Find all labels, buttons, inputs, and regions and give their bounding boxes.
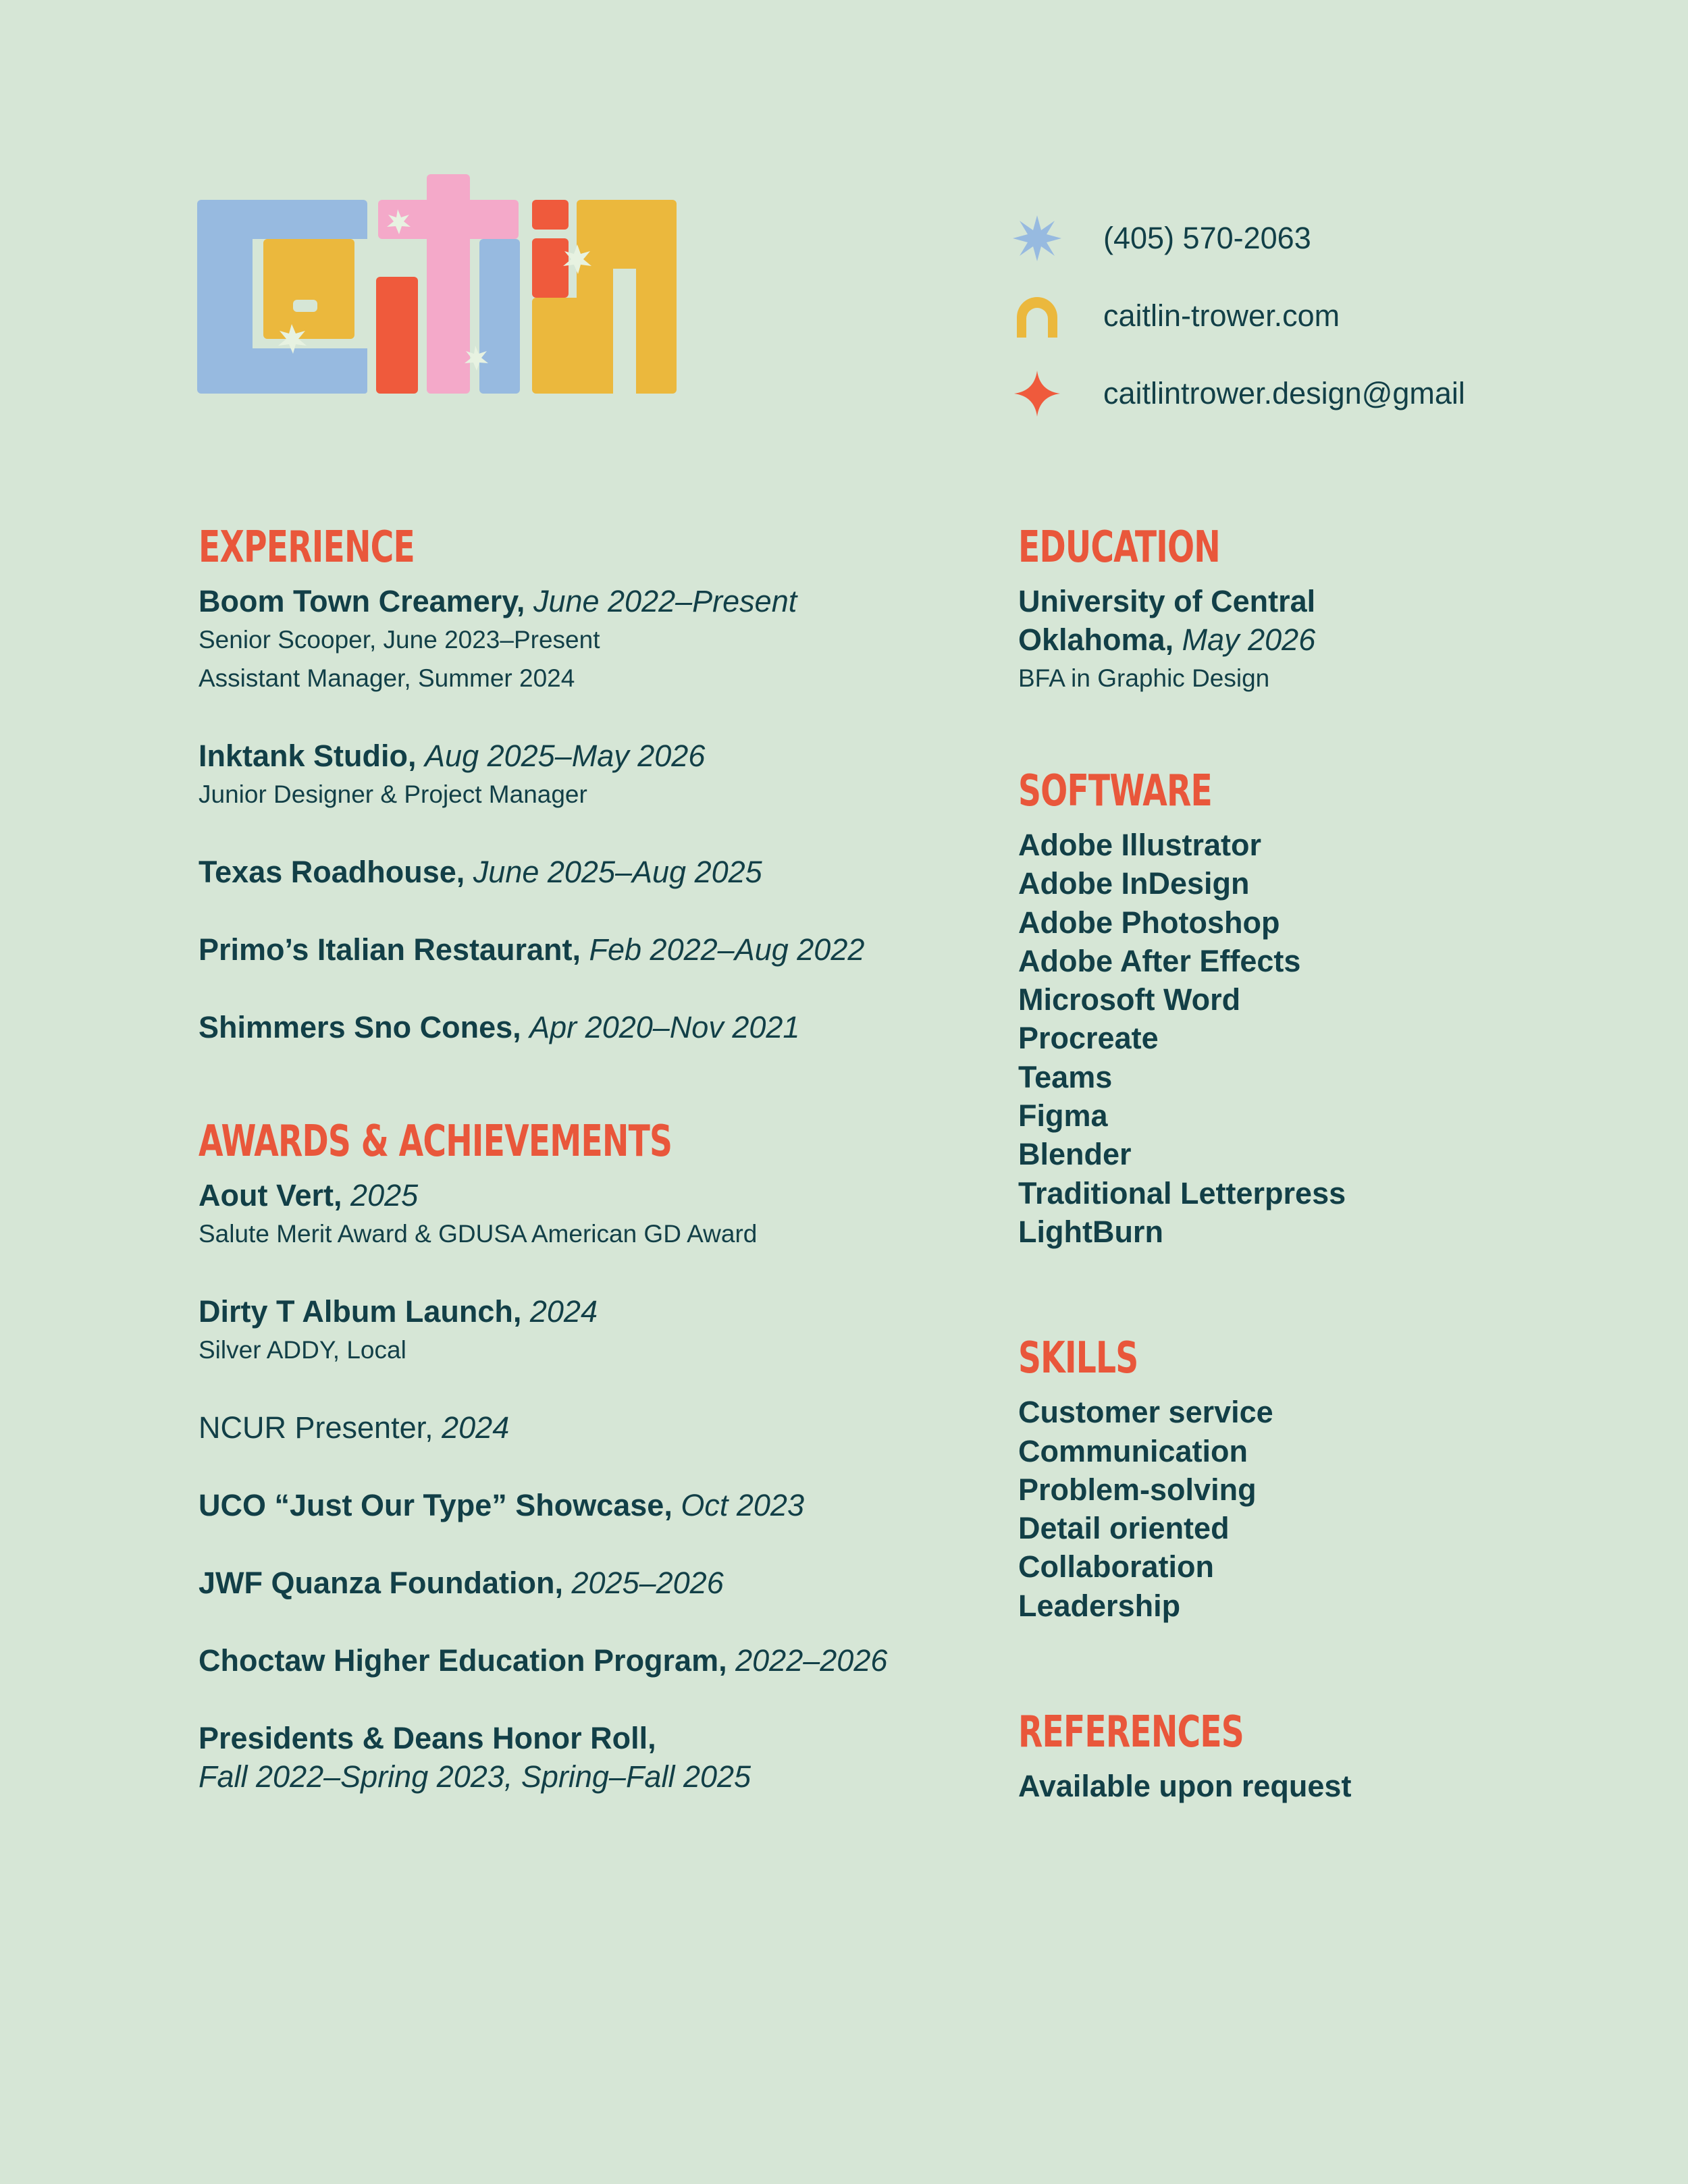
- contact-phone: [1013, 199, 1465, 277]
- education-section: [1018, 520, 1626, 697]
- entry-sub: Assistant Manager, Summer 2024: [199, 664, 575, 692]
- website-link[interactable]: caitlin-trower.com: [1103, 298, 1340, 333]
- list-item: Adobe Illustrator: [1018, 828, 1262, 862]
- contact-info: [1013, 199, 1465, 432]
- experience-entry: [199, 930, 975, 969]
- list-item: Traditional Letterpress: [1018, 1175, 1346, 1210]
- award-entry: [199, 1719, 975, 1796]
- experience-heading: EXPERIENCE: [199, 523, 415, 572]
- list-item: Procreate: [1018, 1021, 1159, 1056]
- education-heading: EDUCATION: [1018, 523, 1220, 572]
- burst-star-icon: [1013, 214, 1061, 263]
- references-heading: REFERENCES: [1018, 1707, 1244, 1758]
- list-item: LightBurn: [1018, 1214, 1163, 1249]
- entry-sub: Salute Merit Award & GDUSA American GD Award: [199, 1220, 758, 1248]
- entry-date: 2025–2026: [571, 1566, 724, 1600]
- list-item: Customer service: [1018, 1395, 1273, 1430]
- entry-name: Boom Town Creamery,: [199, 584, 525, 618]
- award-entry: [199, 1641, 975, 1680]
- award-entry: [199, 1292, 975, 1369]
- entry-date: Apr 2020–Nov 2021: [529, 1010, 800, 1044]
- entry-date: Fall 2022–Spring 2023, Spring–Fall 2025: [199, 1759, 751, 1794]
- software-heading: SOFTWARE: [1018, 766, 1212, 816]
- degree: BFA in Graphic Design: [1018, 664, 1270, 692]
- contact-email: [1013, 354, 1465, 432]
- award-entry: [199, 1408, 975, 1447]
- list-item: Communication: [1018, 1433, 1248, 1468]
- software-section: [1018, 764, 1626, 1251]
- entry-name: Presidents & Deans Honor Roll,: [199, 1721, 656, 1755]
- entry-date: May 2026: [1182, 622, 1316, 657]
- contact-website: [1013, 277, 1465, 354]
- entry-date: 2022–2026: [735, 1643, 888, 1678]
- award-entry: [199, 1564, 975, 1602]
- references-text: Available upon request: [1018, 1769, 1352, 1804]
- experience-entry: [199, 853, 975, 891]
- entry-name: NCUR Presenter,: [199, 1410, 433, 1445]
- education-entry: [1018, 582, 1626, 697]
- entry-date: 2024: [529, 1294, 598, 1329]
- award-entry: [199, 1176, 975, 1253]
- entry-name: Primo’s Italian Restaurant,: [199, 932, 581, 967]
- entry-date: June 2025–Aug 2025: [473, 855, 762, 889]
- email-link[interactable]: caitlintrower.design@gmail: [1103, 375, 1465, 410]
- entry-name: UCO “Just Our Type” Showcase,: [199, 1488, 672, 1522]
- phone-number[interactable]: (405) 570-2063: [1103, 220, 1311, 255]
- entry-name: Shimmers Sno Cones,: [199, 1010, 521, 1044]
- experience-section: [199, 520, 975, 1046]
- list-item: Figma: [1018, 1098, 1108, 1134]
- list-item: Leadership: [1018, 1588, 1181, 1623]
- entry-date: Feb 2022–Aug 2022: [589, 932, 865, 967]
- list-item: Adobe After Effects: [1018, 943, 1301, 978]
- experience-entry: [199, 1008, 975, 1046]
- list-item: Detail oriented: [1018, 1511, 1230, 1546]
- left-column: [199, 520, 975, 1835]
- entry-sub: Silver ADDY, Local: [199, 1336, 406, 1364]
- references-section: [1018, 1705, 1626, 1805]
- list-item: Collaboration: [1018, 1549, 1214, 1584]
- school-name: University of Central: [1018, 584, 1316, 618]
- entry-date: Aug 2025–May 2026: [425, 739, 706, 773]
- list-item: Problem-solving: [1018, 1472, 1257, 1507]
- entry-date: Oct 2023: [681, 1488, 804, 1522]
- list-item: Adobe InDesign: [1018, 866, 1250, 901]
- school-name-cont: Oklahoma,: [1018, 622, 1174, 657]
- list-item: Blender: [1018, 1137, 1132, 1172]
- list-item: Adobe Photoshop: [1018, 905, 1280, 940]
- entry-name: Choctaw Higher Education Program,: [199, 1643, 727, 1678]
- entry-name: Aout Vert,: [199, 1178, 342, 1213]
- entry-sub: Junior Designer & Project Manager: [199, 780, 587, 808]
- entry-date: June 2022–Present: [533, 584, 797, 618]
- entry-name: JWF Quanza Foundation,: [199, 1566, 563, 1600]
- entry-date: 2024: [442, 1410, 510, 1445]
- sparkle-star-icon: [1013, 369, 1061, 418]
- entry-name: Inktank Studio,: [199, 739, 417, 773]
- entry-date: 2025: [350, 1178, 419, 1213]
- entry-name: Texas Roadhouse,: [199, 855, 465, 889]
- list-item: Teams: [1018, 1059, 1113, 1094]
- skills-heading: SKILLS: [1018, 1333, 1138, 1384]
- skills-section: [1018, 1331, 1626, 1625]
- right-column: [1018, 520, 1626, 1805]
- caitlin-logo: [197, 174, 677, 397]
- entry-sub: Senior Scooper, June 2023–Present: [199, 626, 600, 654]
- list-item: Microsoft Word: [1018, 982, 1241, 1017]
- entry-name: Dirty T Album Launch,: [199, 1294, 522, 1329]
- awards-heading: AWARDS & ACHIEVEMENTS: [199, 1117, 672, 1167]
- arch-icon: [1013, 292, 1061, 340]
- experience-entry: [199, 582, 975, 697]
- experience-entry: [199, 737, 975, 814]
- awards-section: [199, 1114, 975, 1796]
- award-entry: [199, 1486, 975, 1524]
